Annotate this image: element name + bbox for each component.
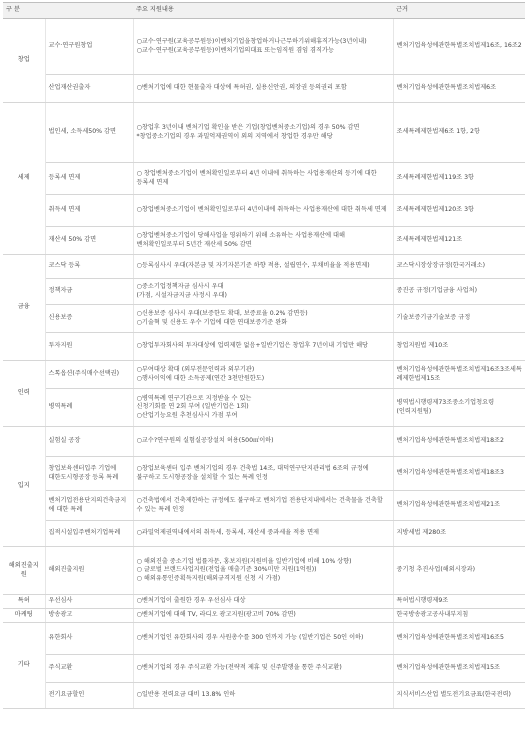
row-basis: 조세특례제한법제120조 3항 xyxy=(393,195,525,227)
row-basis: 특허법시행령제9조 xyxy=(393,595,525,609)
row-basis: 중진공 규정(기업금융 사업처) xyxy=(393,279,525,305)
row-description: ○교수·연구원(교육공무원등)이벤처기업을창업하거나근무하기위해휴직가능(3년이내) ○교수·연구원(교육공무원등)이벤처기업의대표 또는임직원 겸임 겸직가능 xyxy=(133,19,393,75)
row-description: ○벤처기업에 대해 TV, 라디오 광고지원(광고비 70% 감면) xyxy=(133,609,393,623)
row-subcategory: 스톡옵션(주식매수선택권) xyxy=(45,361,133,389)
row-subcategory: 창업보육센터입주 기업에 대한도시형공장 등록 특례 xyxy=(45,457,133,491)
row-description: ○창업벤처중소기업이 벤처확인일로부터 4년이내에 취득하는 사업용재산에 대한 취득세 면제 xyxy=(133,195,393,227)
support-table xyxy=(3,2,525,709)
row-subcategory: 등록세 면제 xyxy=(45,163,133,195)
row-description: ○과밀억제권역내에서의 취득세, 등록세, 재산세 중과세율 적용 면제 xyxy=(133,521,393,547)
row-description: ○창업후 3년이내 벤처기업 확인을 받은 기업(창업벤처중소기업)의 경우 50% 감면 *창업중소기업의 경우 과밀억제권역이 외의 지역에서 창업한 경우만 해당 xyxy=(133,103,393,163)
table-row xyxy=(3,227,525,255)
row-basis: 벤처기업육성에관한특별조치법제16조3조세특례제한법제15조 xyxy=(393,361,525,389)
table-row xyxy=(3,547,525,595)
row-basis: 벤처기업육성에관한특별조치법제18조3 xyxy=(393,457,525,491)
row-description: ○중소기업정책자금 심사시 우대 (가점, 시설자금지금 사정시 우대) xyxy=(133,279,393,305)
row-subcategory: 산업재산권출자 xyxy=(45,75,133,103)
row-basis: 벤처기업육성에관한특별조치법제21조 xyxy=(393,491,525,521)
row-category: 마케팅 xyxy=(3,609,45,623)
table-row xyxy=(3,279,525,305)
row-subcategory: 취득세 면제 xyxy=(45,195,133,227)
row-description: ○ 창업벤처중소기업이 벤처확인일로부터 4년 이내에 취득하는 사업용재산의 등기에 대한 등록세 면제 xyxy=(133,163,393,195)
header-basis: 근거 xyxy=(393,3,525,19)
row-category: 인력 xyxy=(3,361,45,427)
row-description: ○병역특례 연구기관으로 지정받을 수 있는 신청기회를 연 2회 부여 (일반기업은 1회) ○산업기능요원 추천심사시 가점 부여 xyxy=(133,389,393,427)
header-category: 구 분 xyxy=(3,3,133,19)
row-description: ○벤처기업에 대한 현물출자 대상에 특허권, 실용신안권, 의장권 등의권리 포함 xyxy=(133,75,393,103)
row-basis: 벤처기업육성에관한특별조치법제16조, 16조2 xyxy=(393,19,525,75)
row-description: ○벤처기업인 유한회사의 경우 사원총수를 300 인까지 가능 (일반기업은 50인 이하) xyxy=(133,623,393,655)
row-description: ○등록심사시 우대(자본금 및 자기자본기준 하향 적용, 설립연수, 부채비율을 적용면제) xyxy=(133,255,393,279)
row-basis: 조세특례제한법제119조 3항 xyxy=(393,163,525,195)
table-body xyxy=(3,19,525,709)
row-subcategory: 재산세 50% 감면 xyxy=(45,227,133,255)
row-category: 입지 xyxy=(3,427,45,547)
row-category: 특허 xyxy=(3,595,45,609)
row-subcategory: 벤처기업전용단지의건축금지에 대한 특례 xyxy=(45,491,133,521)
row-basis: 조세특례제한법제6조 1항, 2항 xyxy=(393,103,525,163)
row-basis: 지방세법 제280조 xyxy=(393,521,525,547)
table-row xyxy=(3,491,525,521)
table-row xyxy=(3,595,525,609)
row-basis: 지식서비스산업 별도전기요금표(한국전력) xyxy=(393,683,525,709)
table-row xyxy=(3,361,525,389)
row-description: ○창업투자회사의 투자대상에 업력제한 없음+일반기업은 창업후 7년이내 기업만 해당 xyxy=(133,333,393,361)
table-row xyxy=(3,103,525,163)
row-subcategory: 우선심사 xyxy=(45,595,133,609)
table-row xyxy=(3,333,525,361)
row-subcategory: 병역특례 xyxy=(45,389,133,427)
row-basis: 벤처기업육성에관한특별조치법제16조5 xyxy=(393,623,525,655)
row-subcategory: 주식교환 xyxy=(45,655,133,683)
row-basis: 벤처기업육성에관한특별조치법제6조 xyxy=(393,75,525,103)
row-basis: 기술보증기금기술보증 규정 xyxy=(393,305,525,333)
row-description: ○교수?연구원의 실험실공장설치 허용(500㎡이하) xyxy=(133,427,393,457)
table-row xyxy=(3,75,525,103)
row-description: ○창업벤처중소기업이 당해사업을 영위하기 위해 소유하는 사업용재산에 대해 벤처확인일로부터 5년간 재산세 50% 감면 xyxy=(133,227,393,255)
row-description: ○신용보증 심사시 우대(보증한도 확대, 보증료율 0.2% 감면등) ○기술혁 및 신용도 우수 기업에 대한 연대보증기준 완화 xyxy=(133,305,393,333)
row-description: ○벤처기업의 경우 주식교환 가능(전략적 제휴 및 신주발행을 통한 주식교환) xyxy=(133,655,393,683)
row-description: ○일반용 전력요금 대비 13.8% 인하 xyxy=(133,683,393,709)
row-subcategory: 법인세, 소득세50% 감면 xyxy=(45,103,133,163)
row-basis: 코스닥시장상장규정(한국거래소) xyxy=(393,255,525,279)
row-description: ○창업보육센터 입주 벤처기업의 경우 건축법 14조, 대덕연구단지관리법 6조의 규정에 불구하고 도시형공장을 설치할 수 있는 특례 인정 xyxy=(133,457,393,491)
header-support: 주요 지원내용 xyxy=(133,3,393,19)
table-row xyxy=(3,623,525,655)
row-basis: 한국방송광고공사내부지침 xyxy=(393,609,525,623)
row-category: 세제 xyxy=(3,103,45,255)
row-description: ○건축법에서 건축제한하는 규정에도 불구하고 벤처기업 전용단지내에서는 건축물을 건축할 수 있는 특례 인정 xyxy=(133,491,393,521)
table-row xyxy=(3,521,525,547)
table-row xyxy=(3,457,525,491)
table-row xyxy=(3,305,525,333)
row-subcategory: 방송광고 xyxy=(45,609,133,623)
row-subcategory: 신용보증 xyxy=(45,305,133,333)
table-row xyxy=(3,609,525,623)
row-subcategory: 유한회사 xyxy=(45,623,133,655)
row-basis: 창업지원법 제10조 xyxy=(393,333,525,361)
row-basis: 병역법시행령제73조중소기업청요령(인력지원팀) xyxy=(393,389,525,427)
row-subcategory: 정책자금 xyxy=(45,279,133,305)
row-basis: 중기청 추진사업(해외시장과) xyxy=(393,547,525,595)
row-subcategory: 교수·연구원창업 xyxy=(45,19,133,75)
table-row xyxy=(3,655,525,683)
row-description: ○ 해외진출 중소기업 법률자문, 홍보지원(지원비율 일반기업에 비해 10% 상향) ○ 글로벌 브랜드사업지원(전업율 매출기준 30%미만 지원(1억원)) ○ 해외유통인증획득지원(해외규격지원 신청 시 가점) xyxy=(133,547,393,595)
row-subcategory: 투자지원 xyxy=(45,333,133,361)
row-category: 해외진출지원 xyxy=(3,547,45,595)
table-row xyxy=(3,255,525,279)
row-subcategory: 실험실 공장 xyxy=(45,427,133,457)
row-subcategory: 집적시설입주벤처기업특례 xyxy=(45,521,133,547)
row-category: 창업 xyxy=(3,19,45,103)
row-subcategory: 전기요금할인 xyxy=(45,683,133,709)
row-subcategory: 코스닥 등록 xyxy=(45,255,133,279)
table-row xyxy=(3,389,525,427)
row-basis: 벤처기업육성에관한특별조치법제15조 xyxy=(393,655,525,683)
table-row xyxy=(3,683,525,709)
row-description: ○부여대상 확대 (외부전문인력과 외부기관) ○행사이익에 대한 소득공제(연간 3천만원한도) xyxy=(133,361,393,389)
row-subcategory: 해외진출지원 xyxy=(45,547,133,595)
table-header-row xyxy=(3,3,525,19)
table-row xyxy=(3,163,525,195)
row-category: 금융 xyxy=(3,255,45,361)
row-description: ○벤처기업이 출원한 경우 우선심사 대상 xyxy=(133,595,393,609)
table-row xyxy=(3,427,525,457)
row-category: 기타 xyxy=(3,623,45,709)
table-row xyxy=(3,19,525,75)
table-row xyxy=(3,195,525,227)
row-basis: 조세특례제한법제121조 xyxy=(393,227,525,255)
row-basis: 벤처기업육성에관한특별조치법제18조2 xyxy=(393,427,525,457)
